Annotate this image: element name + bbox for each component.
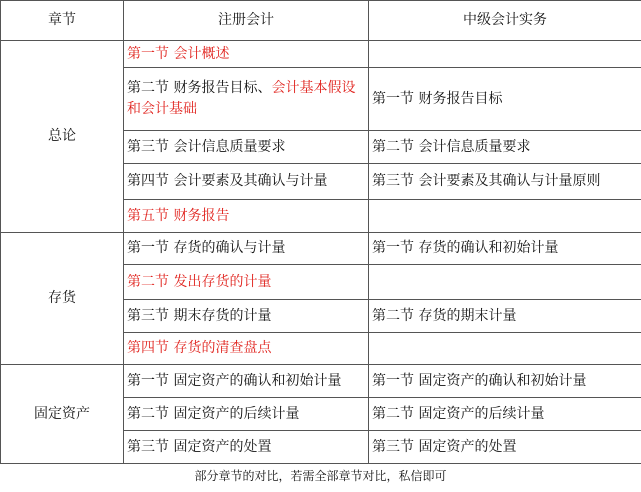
- cpa-text: 第一节 固定资产的确认和初始计量: [127, 372, 342, 389]
- header-row: [1, 1, 641, 41]
- intermediate-text: 第二节 固定资产的后续计量: [372, 405, 545, 422]
- cpa-text: 第一节 存货的确认与计量: [127, 240, 286, 256]
- intermediate-cell: [369, 68, 641, 131]
- intermediate-text: 第二节 会计信息质量要求: [372, 138, 531, 155]
- cpa-cell: [124, 333, 369, 365]
- intermediate-cell: [369, 333, 641, 365]
- header-cpa: 注册会计: [124, 1, 369, 41]
- intermediate-cell: [369, 41, 641, 68]
- cpa-text: 第五节 财务报告: [127, 207, 230, 224]
- cpa-cell: [124, 164, 369, 200]
- category-inventory: 存货: [1, 233, 124, 365]
- intermediate-cell: [369, 131, 641, 164]
- cpa-text: 第三节 期末存货的计量: [127, 307, 272, 324]
- cpa-cell: [124, 131, 369, 164]
- intermediate-cell: [369, 233, 641, 265]
- category-fixed-assets: 固定资产: [1, 365, 124, 464]
- cpa-cell: [124, 41, 369, 68]
- cpa-text: 第四节 存货的清查盘点: [127, 340, 272, 356]
- cpa-cell: [124, 398, 369, 431]
- cpa-text: 第三节 会计信息质量要求: [127, 138, 286, 155]
- cpa-cell: [124, 300, 369, 333]
- intermediate-cell: [369, 398, 641, 431]
- table-row: [1, 365, 641, 398]
- intermediate-text: 第一节 存货的确认和初始计量: [372, 240, 559, 256]
- intermediate-text: 第三节 会计要素及其确认与计量原则: [372, 173, 601, 189]
- cpa-text: 第二节 财务报告目标、: [127, 80, 272, 96]
- intermediate-cell: [369, 365, 641, 398]
- cpa-text: 第二节 固定资产的后续计量: [127, 405, 300, 422]
- table-row: [1, 41, 641, 68]
- header-intermediate: 中级会计实务: [369, 1, 641, 41]
- cpa-cell: [124, 365, 369, 398]
- cpa-cell: [124, 200, 369, 233]
- footer-note: 部分章节的对比，若需全部章节对比，私信即可: [194, 469, 447, 483]
- cpa-text-highlight: 会计基本假设和会计基础: [127, 80, 356, 117]
- cpa-cell: [124, 265, 369, 300]
- cpa-cell: [124, 233, 369, 265]
- cpa-text: 第二节 发出存货的计量: [127, 273, 272, 290]
- intermediate-cell: [369, 431, 641, 464]
- intermediate-cell: [369, 265, 641, 300]
- intermediate-text: 第二节 存货的期末计量: [372, 307, 517, 324]
- cpa-text: 第四节 会计要素及其确认与计量: [127, 173, 328, 189]
- cpa-text: 第一节 会计概述: [127, 45, 230, 62]
- table-row: [1, 233, 641, 265]
- intermediate-text: 第一节 财务报告目标: [372, 90, 503, 107]
- header-chapter: 章节: [1, 1, 124, 41]
- intermediate-cell: [369, 300, 641, 333]
- intermediate-text: 第三节 固定资产的处置: [372, 438, 517, 455]
- intermediate-text: 第一节 固定资产的确认和初始计量: [372, 372, 587, 389]
- cpa-text: 第三节 固定资产的处置: [127, 438, 272, 455]
- intermediate-cell: [369, 200, 641, 233]
- category-general: 总论: [1, 41, 124, 233]
- cpa-cell: [124, 431, 369, 464]
- intermediate-cell: [369, 164, 641, 200]
- cpa-cell: [124, 68, 369, 131]
